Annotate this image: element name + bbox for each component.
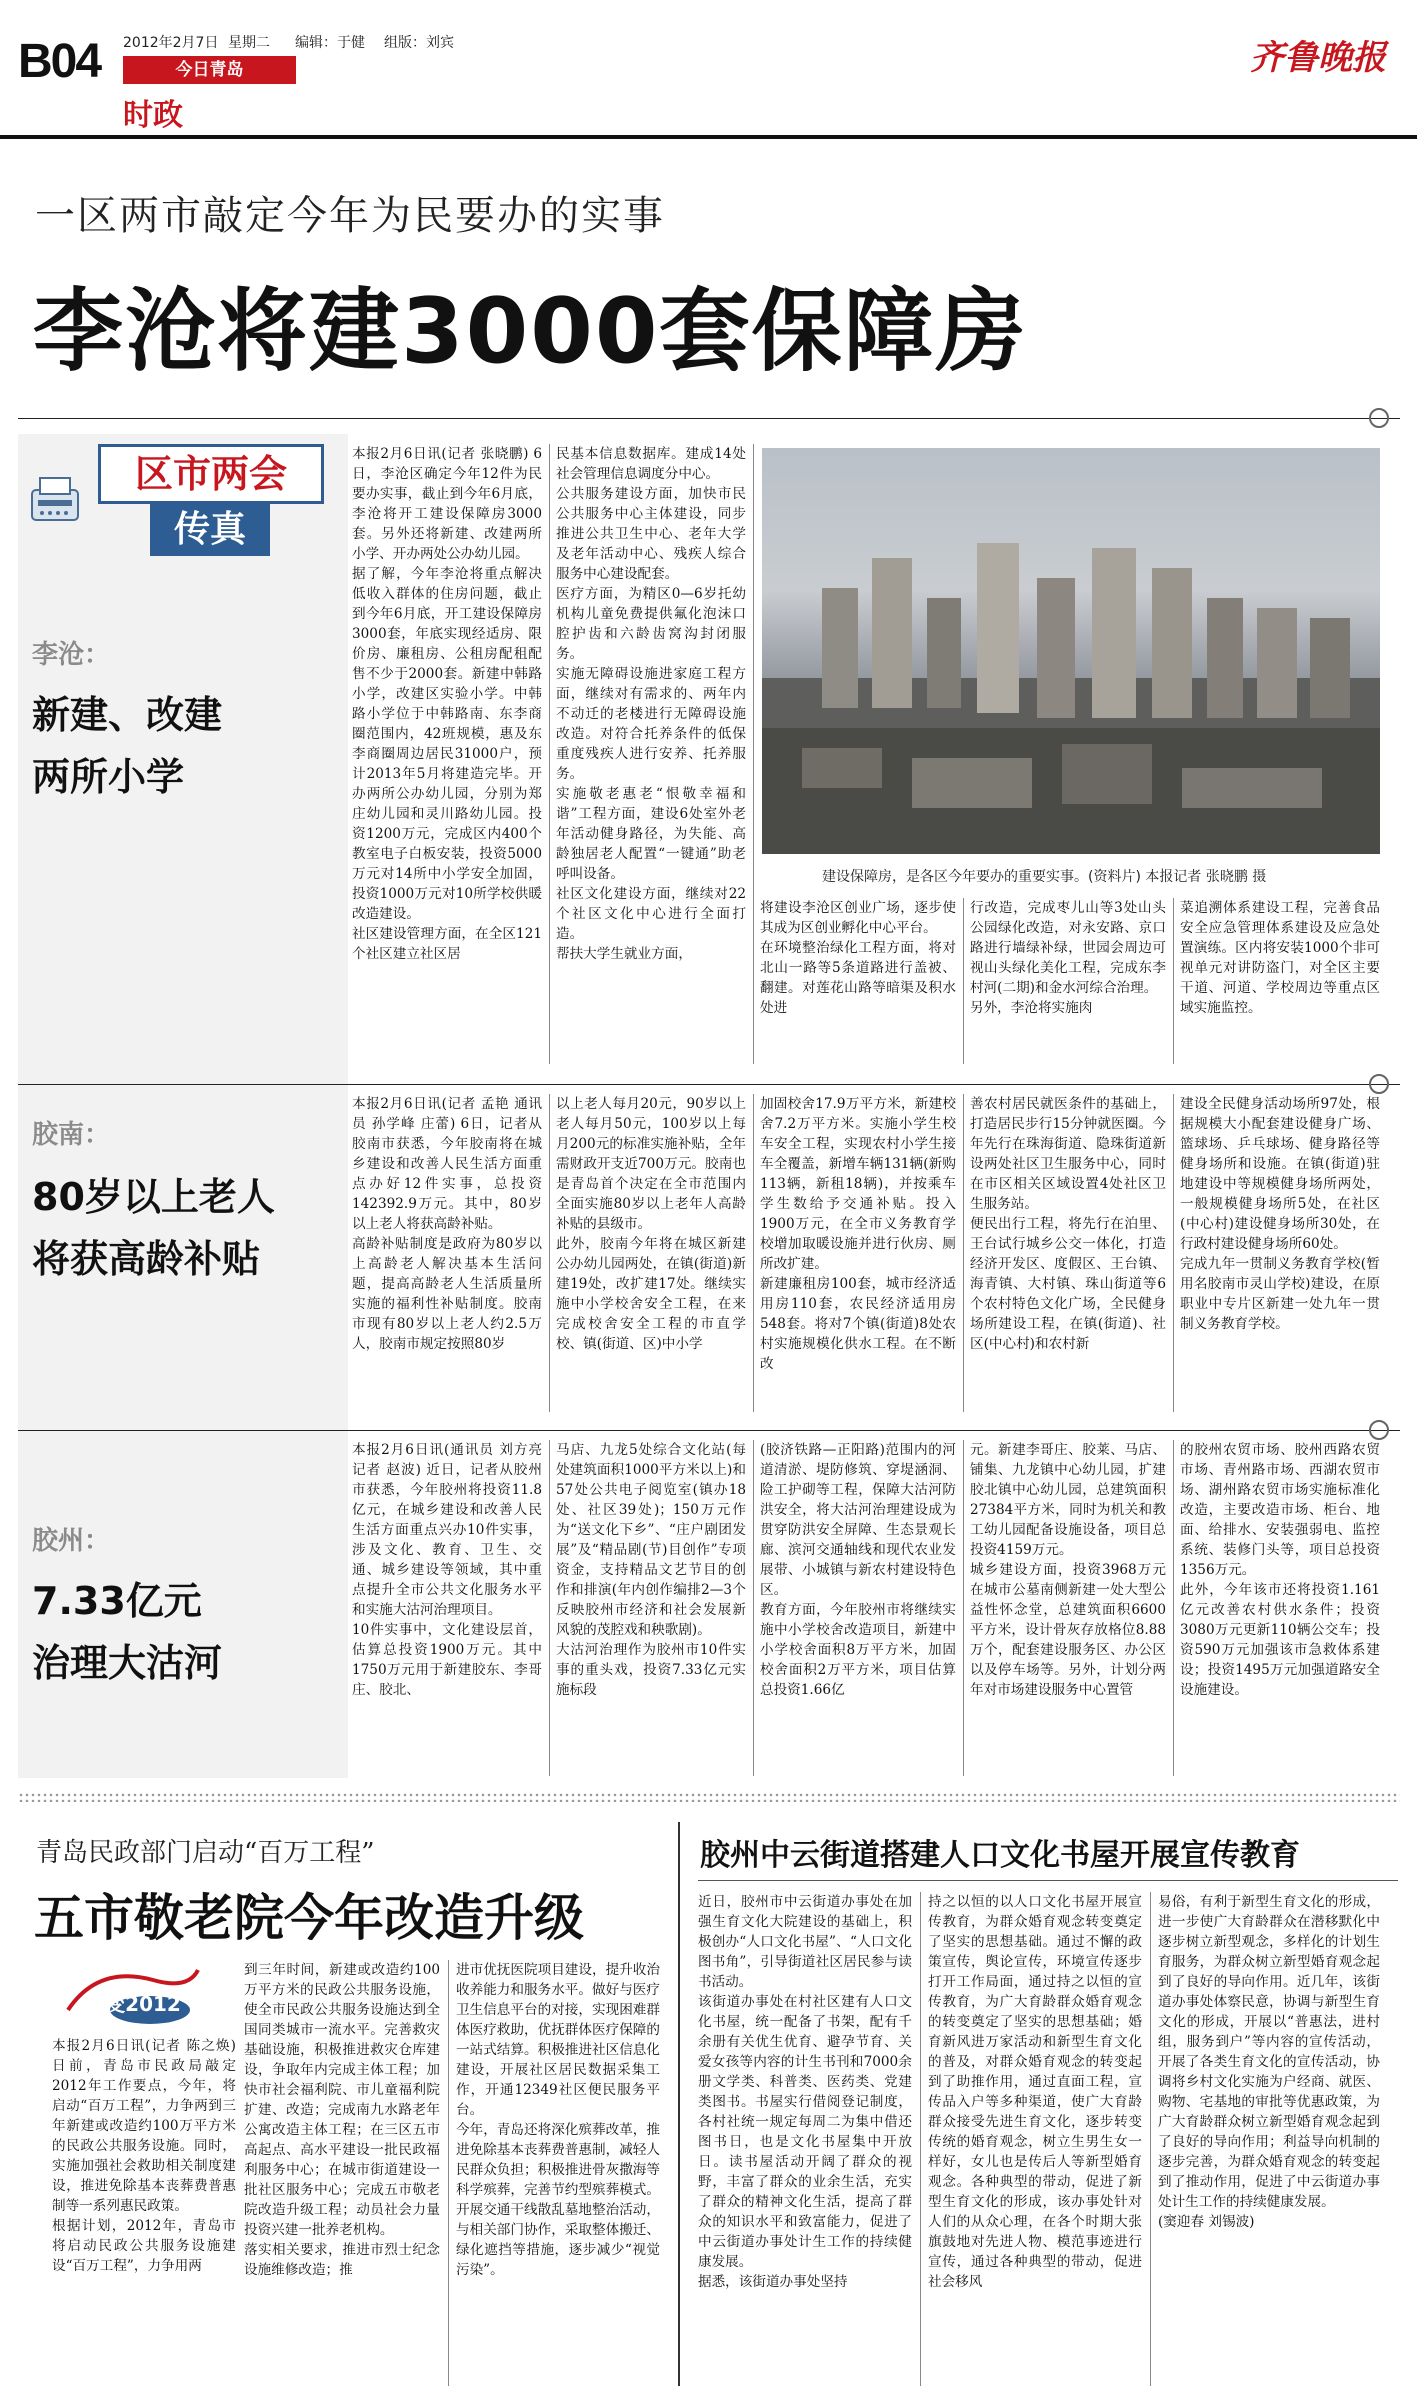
- section-head-jiaonan-1: 80岁以上老人: [32, 1175, 275, 1219]
- story-right-col-3: 易俗，有利于新型生育文化的形成，进一步使广大育龄群众在潜移默化中逐步树立新型观念，多样化的计划生育服务，为群众树立新型婚育观念起到了良好的导向作用。近几年，该街道办事处体察民意，协调与新型生育文化的形成，开展以“普惠法，进村组，服务到户”等内容的宣传活动，开展了各类生育文化的宣传活动，协调将乡村文化实施为户经商、就医、购物、宅基地的审批等优惠政策，为广大育龄群众树立新型婚育观念起到了良好的导向作用；利益导向机制的逐步完善，为群众婚育观念的转变起到了推动作用，促进了中云街道办事处计生工作的持续健康发展。 (窦迎春 刘锡波): [1158, 1894, 1380, 2230]
- jiaonan-col-1: 本报2月6日讯(记者 孟艳 通讯员 孙学峰 庄蕾) 6日，记者从胶南市获悉，今年胶南将在城乡建设和改善人民生活方面重点办好12件实事，总投资142392.9万元。其中，80岁以上老人将获高龄补贴。 高龄补贴制度是政府为80岁以上高龄老人解决基本生活问题，提高高龄老人生活质量所实施的福利性补贴制度。胶南市现有80岁以上老人约2.5万人，胶南市规定按照80岁: [352, 1096, 542, 1352]
- col-divider: [963, 1094, 964, 1412]
- col-divider: [549, 444, 550, 1064]
- licang-col-1: 本报2月6日讯(记者 张晓鹏) 6日，李沧区确定今年12件为民要办实事，截止到今年6月底，李沧将开工建设保障房3000套。另外还将新建、改建两所小学、开办两处公办幼儿园。 据了解，今年李沧将重点解决低收入群体的住房问题，截止到今年6月底，开工建设保障房3000套，年底实现经适房、限价房、廉租房、公租房配租配售不少于2000套。新建中韩路小学，改建区实验小学。中韩路小学位于中韩路南、东李商圈范围内，42班规模，惠及东李商圈周边居民31000户，预计2013年5月将建造完毕。开办两所公办幼儿园，分别为郑庄幼儿园和灵川路幼儿园。投资1200万元，完成区内400个教室电子白板安装，投资5000万元对14所中小学安全加固，投资1000万元对10所学校供暖改造建设。 社区建设管理方面，在全区121个社区建立社区居: [352, 446, 542, 962]
- photo-caption: 建设保障房，是各区今年要办的重要实事。(资料片) 本报记者 张晓鹏 摄: [822, 869, 1267, 885]
- jiaozhou-col-1: 本报2月6日讯(通讯员 刘方亮 记者 赵波) 近日，记者从胶州市获悉，今年胶州将投资11.8亿元，在城乡建设和改善人民生活方面重点兴办10件实事，涉及文化、教育、卫生、交通、城乡建设等领域，其中重点提升全市公共文化服务水平和实施大沽河治理项目。 10件实事中，文化建设层首，估算总投资1900万元。其中1750万元用于新建胶东、李哥庄、胶北、: [352, 1442, 542, 1698]
- section-rule: [18, 1430, 1400, 1431]
- section-head-jiaonan-2: 将获高龄补贴: [32, 1237, 261, 1281]
- section-rule: [18, 1084, 1400, 1085]
- col-divider: [1173, 1440, 1174, 1776]
- section-area-jiaozhou: 胶州：: [32, 1526, 111, 1556]
- jiaonan-col-2: 以上老人每月20元，90岁以上老人每月50元，100岁以上每月200元的标准实施补贴，全年需财政开支近700万元。胶南也是青岛首个决定在全市范围内全面实施80岁以上老年人高龄补贴的县级市。 此外，胶南今年将在城区新建公办幼儿园两处，在镇(街道)新建19处，改扩建17处。继续实施中小学校舍安全工程，在来完成校舍安全工程的市直学校、镇(街道、区)中小学: [556, 1096, 746, 1352]
- story-right-rule: [698, 1880, 1398, 1881]
- section-head-licang-1: 新建、改建: [32, 693, 223, 737]
- rule-end-ornament: [1369, 1074, 1389, 1094]
- jiaonan-col-5: 建设全民健身活动场所97处，根据规模大小配套建设健身广场、篮球场、乒乓球场、健身路径等健身场所和设施。在镇(街道)驻地建设中等规模健身场所两处，一般规模健身场所5处，在社区(中心村)建设健身场所30处，在行政村建设健身场所60处。 完成九年一贯制义务教育学校(暂用名胶南市灵山学校)建设，在原职业中专片区新建一处九年一贯制义务教育学校。: [1180, 1096, 1380, 1332]
- col-divider: [549, 1094, 550, 1412]
- badge-bottom: 传真: [150, 504, 270, 556]
- section-head-jiaozhou-1: 7.33亿元: [32, 1579, 202, 1623]
- jiaozhou-col-2: 马店、九龙5处综合文化站(每处建筑面积1000平方米以上)和57处公共电子阅览室(镇办18处、社区39处)；150万元作为“送文化下乡”、“庄户剧团发展”及“精品剧(节)目创作”专项资金，支持精品文艺节目的创作和排演(年内创作编排2—3个反映胶州市经济和社会发展新风貌的茂腔戏和秧歌剧)。 大沽河治理作为胶州市10件实事的重头戏，投资7.33亿元实施标段: [556, 1442, 746, 1698]
- col-divider: [549, 1440, 550, 1776]
- paper-logo: 齐鲁晚报: [1250, 38, 1386, 78]
- story-left-headline: 五市敬老院今年改造升级: [34, 1889, 584, 1947]
- licang-col-4: 行改造，完成枣儿山等3处山头公园绿化改造，对永安路、京口路进行墙绿补绿，世园会周边可视山头绿化美化工程，完成东李村河(二期)和金水河综合治理。 另外，李沧将实施肉: [970, 900, 1166, 1016]
- moubian-badge: [58, 1960, 208, 2030]
- licang-col-3: 将建设李沧区创业广场，逐步使其成为区创业孵化中心平台。 在环境整治绿化工程方面，将对北山一路等5条道路进行盖被、翻建。对莲花山路等暗渠及积水处进: [760, 900, 956, 1016]
- badge-top: 区市两会: [98, 444, 324, 504]
- licang-col-5: 菜追溯体系建设工程，完善食品安全应急管理体系建设及应急处置演练。区内将安装1000个非可视单元对讲防盗门，对全区主要干道、河道、学校周边等重点区域实施监控。: [1180, 900, 1380, 1016]
- lead-rule: [18, 418, 1400, 419]
- fax-icon: [26, 470, 84, 528]
- col-divider: [963, 898, 964, 1064]
- rule-end-ornament: [1369, 408, 1389, 428]
- issue-weekday: 星期二: [228, 35, 270, 51]
- story-right-col-2: 持之以恒的以人口文化书屋开展宣传教育，为群众婚育观念转变奠定了坚实的思想基础。通过不懈的政策宣传，舆论宣传，环境宣传逐步打开工作局面，通过持之以恒的宣传教育，为广大育龄群众婚育观念的转变奠定了坚实的思想基础；婚育新风进万家活动和新型生育文化的普及，对群众婚育观念的转变起到了助推作用，通过直面工程，宣传品入户等多种渠道，使广大育龄群众接受先进生育文化，逐步转变传统的婚育观念，树立生男生女一样好，女儿也是传后人等新型婚育观念。各种典型的带动，促进了新型生育文化的形成，该办事处针对人们的从众心理，在各个时期大张旗鼓地对先进人物、模范事迹进行宣传，通过各种典型的带动，促进社会移风: [928, 1894, 1142, 2290]
- story-left-col-2: 到三年时间，新建或改造约100万平方米的民政公共服务设施，使全市民政公共服务设施达到全国同类城市一流水平。完善救灾基础设施，积极推进救灾仓库建设，争取年内完成主体工程；加快市社会福利院、市儿童福利院扩建、改造；完成南九水路老年公寓改造主体工程；在三区五市高起点、高水平建设一批民政福利服务中心；在城市街道建设一批社区服务中心；完成五市敬老院改造升级工程；动员社会力量投资兴建一批养老机构。 落实相关要求，推进市烈士纪念设施维修改造；推: [244, 1962, 440, 2278]
- column-name: 时政: [123, 98, 183, 133]
- lead-headline: 李沧将建3000套保障房: [33, 279, 1028, 384]
- jiaozhou-col-4: 元。新建李哥庄、胶莱、马店、铺集、九龙镇中心幼儿园，扩建胶北镇中心幼儿园，总建筑面积27384平方米，同时为机关和教工幼儿园配备设施设备，项目总投资4159万元。 城乡建设方面，投资3968万元在城市公墓南侧新建一处大型公益性怀念堂，总建筑面积6600平方米，设计骨灰存放格位8.88万个，配套建设服务区、办公区以及停车场等。另外，计划分两年对市场建设服务中心置管: [970, 1442, 1166, 1698]
- story-left-col-3: 进市优抚医院项目建设，提升收治收养能力和服务水平。做好与医疗卫生信息平台的对接，实现困难群体医疗救助，优抚群体医疗保障的一站式结算。积极推进社区信息化建设，开展社区居民数据采集工作，开通12349社区便民服务平台。 今年，青岛还将深化殡葬改革，推进免除基本丧葬费普惠制，减轻人民群众负担；积极推进骨灰撒海等科学殡葬，完善节约型殡葬模式。开展交通干线散乱墓地整治活动，与相关部门协作，采取整体搬迁、绿化遮挡等措施，逐步减少“视觉污染”。: [456, 1962, 660, 2278]
- col-divider: [448, 1960, 449, 2386]
- housing-photo: [762, 448, 1380, 854]
- story-right-headline: 胶州中云街道搭建人口文化书屋开展宣传教育: [700, 1838, 1300, 1873]
- section-area-licang: 李沧：: [32, 640, 111, 670]
- masthead-rule: [0, 135, 1417, 139]
- jiaonan-col-4: 善农村居民就医条件的基础上，打造居民步行15分钟就医圈。今年先行在珠海街道、隐珠街道新设两处社区卫生服务中心，同时在市区相关区域设置4处社区卫生服务站。 便民出行工程，将先行在泊里、王台试行城乡公交一体化，打造经济开发区、度假区、王台镇、海青镇、大村镇、珠山街道等6个农村特色文化广场，全民健身场所建设工程，在镇(街道)、社区(中心村)和农村新: [970, 1096, 1166, 1352]
- page-number: B04: [18, 35, 101, 88]
- dotted-separator: [18, 1792, 1400, 1802]
- jiaonan-col-3: 加固校舍17.9万平方米，新建校舍7.2万平方米。实施小学生校车安全工程，实现农村小学生接车全覆盖，新增车辆131辆(新购113辆，新租18辆)，并按乘车学生数给予交通补贴。投入1900万元，在全市义务教育学校增加取暖设施并进行伙房、厕所改扩建。 新建廉租房100套，城市经济适用房110套，农民经济适用房548套。将对7个镇(街道)8处农村实施规模化供水工程。在不断改: [760, 1096, 956, 1372]
- lead-kicker: 一区两市敲定今年为民要办的实事: [35, 193, 665, 239]
- jiaozhou-col-5: 的胶州农贸市场、胶州西路农贸市场、青州路市场、西湖农贸市场、湖州路农贸市场实施标准化改造，主要改造市场、柜台、地面、给排水、安装强弱电、监控系统、装修门头等，项目总投资1356万元。 此外，今年该市还将投资1.161亿元改善农村供水条件；投资3080万元更新110辆公交车；投资590万元加强该市急救体系建设；投资1495万元加强道路安全设施建设。: [1180, 1442, 1380, 1698]
- col-divider: [1173, 898, 1174, 1064]
- col-divider: [753, 1440, 754, 1776]
- story-left-col-1: 本报2月6日讯(记者 陈之焕) 日前，青岛市民政局敲定2012年工作要点，今年，将启动“百万工程”，力争两到三年新建或改造约100万平方米的民政公共服务设施。同时，实施加强社会救助相关制度建设，推进免除基本丧葬费普惠制等一系列惠民政策。 根据计划，2012年，青岛市将启动民政公共服务设施建设“百万工程”，力争用两: [52, 2038, 236, 2274]
- editor-credit: 编辑：于健: [295, 35, 365, 51]
- section-area-jiaonan: 胶南：: [32, 1120, 111, 1150]
- layout-credit: 组版：刘宾: [384, 35, 454, 51]
- story-divider: [678, 1822, 680, 2386]
- col-divider: [920, 1892, 921, 2386]
- story-right-col-1: 近日，胶州市中云街道办事处在加强生育文化大院建设的基础上，积极创办“人口文化书屋”、“人口文化图书角”，引导街道社区居民参与读书活动。 该街道办事处在村社区建有人口文化书屋，统一配备了书架，配有千余册有关优生优育、避孕节育、关爱女孩等内容的计生书刊和7000余册文学类、科普类、医药类、党建类图书。书屋实行借阅登记制度，各村社统一规定每周二为集中借还图书日，也是文化书屋集中开放日。读书屋活动开阔了群众的视野，丰富了群众的业余生活，充实了群众的精神文化生活，提高了群众的知识水平和致富能力，促进了中云街道办事处计生工作的持续健康发展。 据悉，该街道办事处坚持: [698, 1894, 912, 2290]
- col-divider: [753, 444, 754, 1064]
- jiaozhou-col-3: (胶济铁路—正阳路)范围内的河道清淤、堤防修筑、穿堤涵洞、险工护砌等工程，保障大沽河防洪安全，将大沽河治理建设成为贯穿防洪安全屏障、生态景观长廊、滨河交通轴线和现代农业发展带、小城镇与新农村建设特色区。 教育方面，今年胶州市将继续实施中小学校舍改造项目，新建中小学校舍面积8万平方米，加固校舍面积2万平方米，项目估算总投资1.66亿: [760, 1442, 956, 1698]
- col-divider: [1150, 1892, 1151, 2386]
- section-tab: 今日青岛: [123, 56, 296, 84]
- rule-end-ornament: [1369, 1420, 1389, 1440]
- col-divider: [753, 1094, 754, 1412]
- licang-col-2: 民基本信息数据库。建成14处社会管理信息调度分中心。 公共服务建设方面，加快市民公共服务中心主体建设，同步推进公共卫生中心、老年大学及老年活动中心、残疾人综合服务中心建设配套。 医疗方面，为精区0—6岁托幼机构儿童免费提供氟化泡沫口腔护齿和六龄齿窝沟封闭服务。 实施无障碍设施进家庭工程方面，继续对有需求的、两年内不动迁的老楼进行无障碍设施改造。对符合托养条件的低保重度残疾人进行安养、托养服务。 实施敬老惠老“恨敬幸福和谐”工程方面，建设6处室外老年活动健身路径，为失能、高龄独居老人配置“一键通”助老呼叫设备。 社区文化建设方面，继续对22个社区文化中心进行全面打造。 帮扶大学生就业方面，: [556, 446, 746, 962]
- issue-date: 2012年2月7日: [123, 35, 219, 51]
- moubian-badge-text: 谋变2012: [85, 1992, 181, 2016]
- col-divider: [1173, 1094, 1174, 1412]
- section-head-licang-2: 两所小学: [32, 755, 185, 799]
- section-head-jiaozhou-2: 治理大沽河: [32, 1641, 223, 1685]
- story-left-kicker: 青岛民政部门启动“百万工程”: [36, 1838, 375, 1868]
- col-divider: [963, 1440, 964, 1776]
